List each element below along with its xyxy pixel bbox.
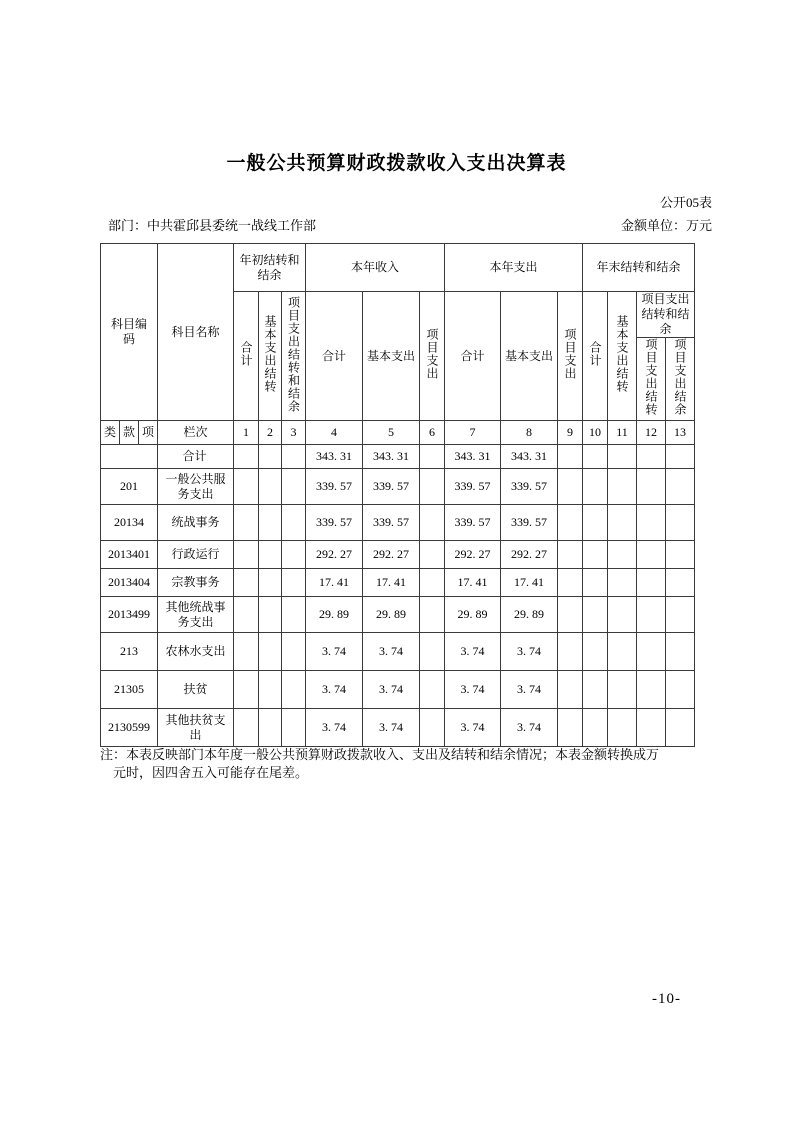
value-cell: 343. 31 bbox=[363, 445, 420, 469]
value-cell: 3. 74 bbox=[445, 671, 501, 709]
header-subject-name: 科目名称 bbox=[158, 244, 234, 421]
header-begin-basic-carryover bbox=[259, 292, 282, 421]
table-body bbox=[101, 445, 695, 747]
value-cell bbox=[583, 445, 608, 469]
subject-code-label: 科目编码 bbox=[110, 317, 147, 346]
value-cell: 343. 31 bbox=[445, 445, 501, 469]
value-cell bbox=[666, 671, 695, 709]
value-cell bbox=[420, 569, 445, 597]
value-cell bbox=[558, 469, 583, 505]
value-cell bbox=[420, 671, 445, 709]
subject-code-cell: 2013499 bbox=[101, 597, 158, 633]
value-cell bbox=[608, 569, 637, 597]
value-cell: 29. 89 bbox=[445, 597, 501, 633]
header-subject-code bbox=[101, 244, 158, 421]
value-cell bbox=[637, 569, 666, 597]
header-section: 款 bbox=[120, 421, 139, 445]
header-year-income-group: 本年收入 bbox=[306, 244, 445, 292]
subject-name-cell: 一般公共服务支出 bbox=[158, 469, 234, 505]
value-cell bbox=[666, 445, 695, 469]
column-number: 10 bbox=[583, 421, 608, 445]
value-cell bbox=[583, 597, 608, 633]
value-cell bbox=[637, 541, 666, 569]
value-cell: 3. 74 bbox=[306, 671, 363, 709]
note-line-1: 注：本表反映部门本年度一般公共预算财政拨款收入、支出及结转和结余情况；本表金额转换成万 bbox=[100, 747, 660, 762]
value-cell bbox=[608, 671, 637, 709]
value-cell bbox=[583, 469, 608, 505]
value-cell: 339. 57 bbox=[445, 469, 501, 505]
value-cell: 3. 74 bbox=[363, 633, 420, 671]
begin-total-label: 合计 bbox=[239, 341, 253, 367]
value-cell bbox=[583, 541, 608, 569]
header-end-project-balance bbox=[666, 338, 695, 421]
value-cell bbox=[666, 569, 695, 597]
value-cell: 17. 41 bbox=[306, 569, 363, 597]
value-cell bbox=[420, 597, 445, 633]
value-cell bbox=[234, 709, 259, 747]
value-cell bbox=[282, 709, 306, 747]
subject-code-cell: 20134 bbox=[101, 505, 158, 541]
value-cell bbox=[282, 505, 306, 541]
table-label: 公开05表 bbox=[659, 195, 712, 210]
header-class: 类 bbox=[101, 421, 120, 445]
value-cell bbox=[637, 671, 666, 709]
value-cell bbox=[259, 709, 282, 747]
value-cell bbox=[637, 469, 666, 505]
subject-name-cell: 其他统战事务支出 bbox=[158, 597, 234, 633]
value-cell bbox=[259, 541, 282, 569]
value-cell bbox=[666, 469, 695, 505]
table-note bbox=[100, 746, 712, 782]
value-cell: 339. 57 bbox=[363, 469, 420, 505]
subject-code-cell: 21305 bbox=[101, 671, 158, 709]
value-cell bbox=[637, 445, 666, 469]
value-cell bbox=[234, 633, 259, 671]
value-cell: 3. 74 bbox=[306, 709, 363, 747]
value-cell bbox=[558, 445, 583, 469]
end-project-carryover-label: 项目支出结转 bbox=[644, 338, 658, 416]
column-number: 8 bbox=[501, 421, 558, 445]
value-cell bbox=[558, 569, 583, 597]
department-label: 部门：中共霍邱县委统一战线工作部 bbox=[108, 218, 317, 233]
subject-code-cell bbox=[101, 445, 158, 469]
value-cell bbox=[558, 505, 583, 541]
column-number: 9 bbox=[558, 421, 583, 445]
subject-name-cell: 统战事务 bbox=[158, 505, 234, 541]
subject-code-cell: 201 bbox=[101, 469, 158, 505]
value-cell: 292. 27 bbox=[363, 541, 420, 569]
value-cell bbox=[259, 597, 282, 633]
value-cell: 3. 74 bbox=[306, 633, 363, 671]
value-cell: 17. 41 bbox=[363, 569, 420, 597]
table-row bbox=[101, 597, 695, 633]
value-cell bbox=[282, 569, 306, 597]
value-cell bbox=[583, 505, 608, 541]
value-cell: 292. 27 bbox=[306, 541, 363, 569]
value-cell bbox=[558, 709, 583, 747]
value-cell bbox=[259, 569, 282, 597]
value-cell bbox=[234, 445, 259, 469]
value-cell: 292. 27 bbox=[501, 541, 558, 569]
value-cell bbox=[583, 671, 608, 709]
value-cell: 3. 74 bbox=[363, 671, 420, 709]
value-cell: 339. 57 bbox=[363, 505, 420, 541]
budget-table bbox=[100, 243, 695, 747]
value-cell bbox=[583, 633, 608, 671]
subject-name-cell: 其他扶贫支出 bbox=[158, 709, 234, 747]
value-cell bbox=[666, 597, 695, 633]
value-cell bbox=[259, 505, 282, 541]
value-cell bbox=[259, 469, 282, 505]
begin-basic-carryover-label: 基本支出结转 bbox=[263, 315, 277, 393]
column-number: 2 bbox=[259, 421, 282, 445]
value-cell bbox=[666, 709, 695, 747]
header-end-balance-group: 年末结转和结余 bbox=[583, 244, 695, 292]
header-income-project bbox=[420, 292, 445, 421]
table-row bbox=[101, 445, 695, 469]
column-number: 4 bbox=[306, 421, 363, 445]
column-number: 13 bbox=[666, 421, 695, 445]
begin-project-carryover-label: 项目支出结转和结余 bbox=[286, 295, 301, 413]
value-cell bbox=[282, 597, 306, 633]
value-cell: 339. 57 bbox=[501, 469, 558, 505]
value-cell bbox=[637, 505, 666, 541]
page-number: -10- bbox=[652, 991, 681, 1007]
value-cell: 3. 74 bbox=[501, 671, 558, 709]
value-cell bbox=[420, 709, 445, 747]
value-cell: 292. 27 bbox=[445, 541, 501, 569]
value-cell bbox=[420, 633, 445, 671]
value-cell: 343. 31 bbox=[306, 445, 363, 469]
header-income-total: 合计 bbox=[306, 292, 363, 421]
value-cell bbox=[234, 469, 259, 505]
value-cell bbox=[420, 445, 445, 469]
value-cell: 17. 41 bbox=[501, 569, 558, 597]
value-cell bbox=[666, 633, 695, 671]
header-column-label: 栏次 bbox=[158, 421, 234, 445]
note-line-2: 元时，因四舍五入可能存在尾差。 bbox=[113, 765, 309, 780]
value-cell: 3. 74 bbox=[445, 633, 501, 671]
value-cell: 29. 89 bbox=[501, 597, 558, 633]
table-row bbox=[101, 709, 695, 747]
header-end-basic-carryover bbox=[608, 292, 637, 421]
value-cell bbox=[259, 633, 282, 671]
header-begin-balance-group: 年初结转和结余 bbox=[234, 244, 306, 292]
page-title: 一般公共预算财政拨款收入支出决算表 bbox=[226, 153, 567, 174]
value-cell bbox=[608, 597, 637, 633]
column-number: 12 bbox=[637, 421, 666, 445]
value-cell: 339. 57 bbox=[445, 505, 501, 541]
value-cell bbox=[608, 505, 637, 541]
value-cell bbox=[234, 505, 259, 541]
value-cell: 29. 89 bbox=[363, 597, 420, 633]
value-cell bbox=[259, 671, 282, 709]
value-cell bbox=[234, 541, 259, 569]
value-cell bbox=[558, 597, 583, 633]
table-row bbox=[101, 469, 695, 505]
subject-name-cell: 扶贫 bbox=[158, 671, 234, 709]
value-cell bbox=[282, 633, 306, 671]
value-cell bbox=[282, 671, 306, 709]
value-cell: 3. 74 bbox=[363, 709, 420, 747]
value-cell bbox=[234, 597, 259, 633]
column-number: 3 bbox=[282, 421, 306, 445]
end-basic-carryover-label: 基本支出结转 bbox=[615, 315, 629, 393]
column-number: 1 bbox=[234, 421, 259, 445]
value-cell: 29. 89 bbox=[306, 597, 363, 633]
header-end-project-group: 项目支出结转和结余 bbox=[637, 292, 695, 338]
header-end-total bbox=[583, 292, 608, 421]
value-cell: 343. 31 bbox=[501, 445, 558, 469]
table-row bbox=[101, 569, 695, 597]
subject-code-cell: 213 bbox=[101, 633, 158, 671]
unit-label: 金额单位：万元 bbox=[620, 218, 712, 233]
header-expense-total: 合计 bbox=[445, 292, 501, 421]
value-cell: 339. 57 bbox=[306, 469, 363, 505]
value-cell bbox=[608, 541, 637, 569]
header-expense-basic: 基本支出 bbox=[501, 292, 558, 421]
expense-project-label: 项目支出 bbox=[563, 328, 577, 380]
value-cell bbox=[637, 597, 666, 633]
end-project-balance-label: 项目支出结余 bbox=[673, 338, 687, 416]
value-cell: 3. 74 bbox=[445, 709, 501, 747]
value-cell bbox=[420, 469, 445, 505]
value-cell bbox=[637, 633, 666, 671]
header-row-groups bbox=[101, 244, 695, 292]
subject-name-cell: 行政运行 bbox=[158, 541, 234, 569]
column-number: 5 bbox=[363, 421, 420, 445]
value-cell bbox=[259, 445, 282, 469]
value-cell bbox=[666, 505, 695, 541]
subject-code-cell: 2130599 bbox=[101, 709, 158, 747]
value-cell bbox=[558, 633, 583, 671]
value-cell bbox=[666, 541, 695, 569]
value-cell: 339. 57 bbox=[501, 505, 558, 541]
table-row bbox=[101, 671, 695, 709]
table-row bbox=[101, 505, 695, 541]
end-total-label: 合计 bbox=[588, 341, 602, 367]
income-project-label: 项目支出 bbox=[425, 328, 439, 380]
value-cell bbox=[282, 469, 306, 505]
header-year-expense-group: 本年支出 bbox=[445, 244, 583, 292]
header-expense-project bbox=[558, 292, 583, 421]
subject-name-cell: 合计 bbox=[158, 445, 234, 469]
value-cell bbox=[608, 469, 637, 505]
value-cell bbox=[637, 709, 666, 747]
value-cell bbox=[558, 671, 583, 709]
value-cell bbox=[234, 671, 259, 709]
column-number: 11 bbox=[608, 421, 637, 445]
value-cell: 339. 57 bbox=[306, 505, 363, 541]
column-number: 7 bbox=[445, 421, 501, 445]
value-cell bbox=[608, 445, 637, 469]
header-income-basic: 基本支出 bbox=[363, 292, 420, 421]
value-cell: 3. 74 bbox=[501, 709, 558, 747]
value-cell bbox=[608, 709, 637, 747]
value-cell bbox=[608, 633, 637, 671]
subject-name-cell: 农林水支出 bbox=[158, 633, 234, 671]
header-begin-total bbox=[234, 292, 259, 421]
value-cell bbox=[583, 709, 608, 747]
value-cell bbox=[583, 569, 608, 597]
value-cell bbox=[234, 569, 259, 597]
table-head bbox=[101, 244, 695, 445]
header-begin-project-carryover bbox=[282, 292, 306, 421]
subject-code-cell: 2013401 bbox=[101, 541, 158, 569]
subject-code-cell: 2013404 bbox=[101, 569, 158, 597]
value-cell bbox=[282, 541, 306, 569]
header-item: 项 bbox=[139, 421, 158, 445]
column-number: 6 bbox=[420, 421, 445, 445]
table-row bbox=[101, 541, 695, 569]
value-cell bbox=[558, 541, 583, 569]
subject-name-cell: 宗教事务 bbox=[158, 569, 234, 597]
value-cell: 17. 41 bbox=[445, 569, 501, 597]
table-row bbox=[101, 633, 695, 671]
value-cell bbox=[420, 505, 445, 541]
header-row-numbers bbox=[101, 421, 695, 445]
value-cell bbox=[282, 445, 306, 469]
value-cell bbox=[420, 541, 445, 569]
header-end-project-carryover bbox=[637, 338, 666, 421]
value-cell: 3. 74 bbox=[501, 633, 558, 671]
